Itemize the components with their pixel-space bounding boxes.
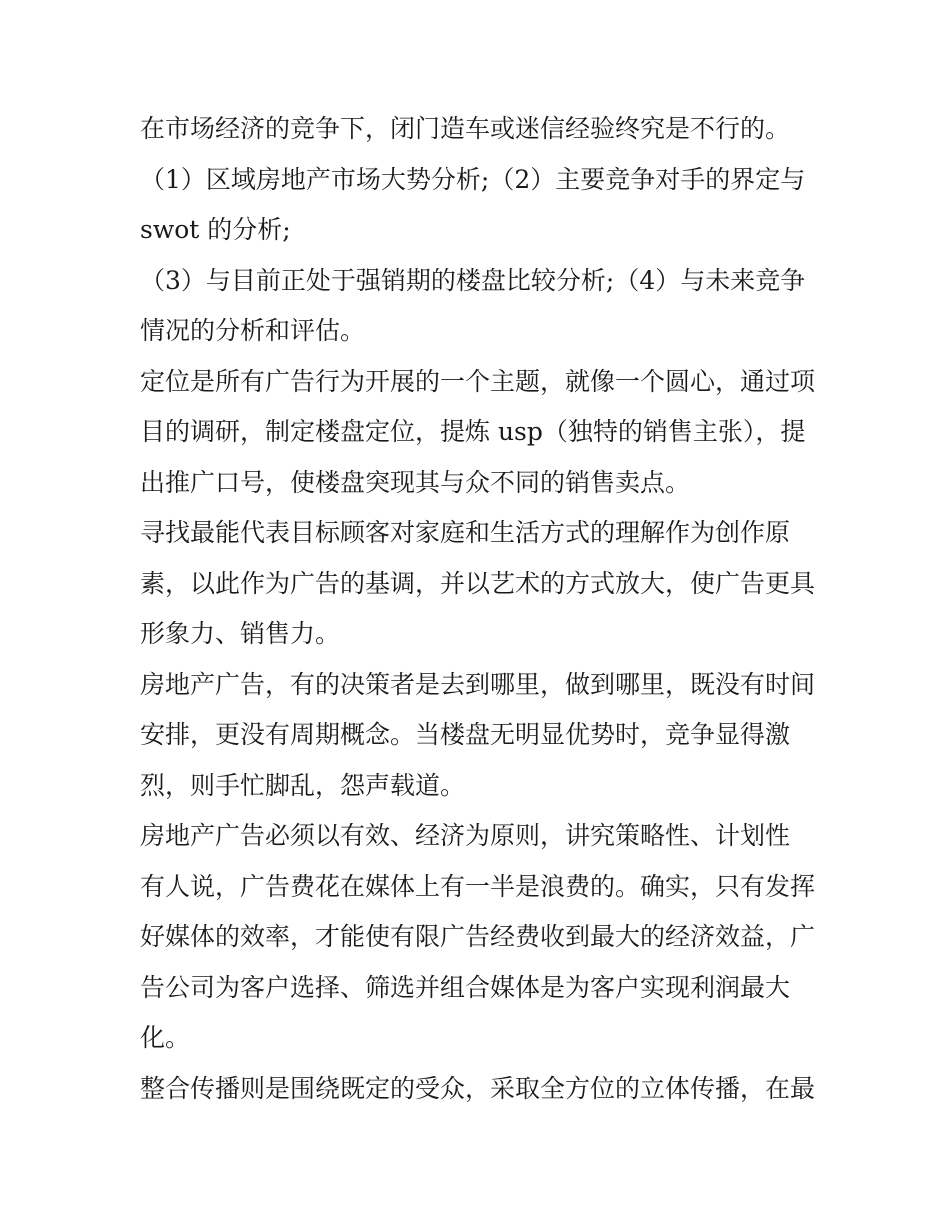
text-line: 化。 <box>140 1023 191 1052</box>
text-line: 形象力、销售力。 <box>140 619 341 648</box>
text-line: 好媒体的效率，才能使有限广告经费收到最大的经济效益，广 <box>140 922 816 951</box>
text-line: 安排，更没有周期概念。当楼盘无明显优势时，竞争显得激 <box>140 720 791 749</box>
text-line: 房地产广告必须以有效、经济为原则，讲究策略性、计划性 <box>140 821 791 850</box>
text-line: （1）区域房地产市场大势分析;（2）主要竞争对手的界定与 <box>140 164 806 194</box>
text-line: 整合传播则是围绕既定的受众，采取全方位的立体传播，在最 <box>140 1073 816 1103</box>
text-line: 情况的分析和评估。 <box>140 316 366 345</box>
document-body <box>140 104 820 1114</box>
text-line: 素，以此作为广告的基调，并以艺术的方式放大，使广告更具 <box>140 568 816 598</box>
text-line: 目的调研，制定楼盘定位，提炼 usp（独特的销售主张），提 <box>140 417 806 446</box>
text-line: 寻找最能代表目标顾客对家庭和生活方式的理解作为创作原 <box>140 518 791 547</box>
text-line: 烈，则手忙脚乱，怨声载道。 <box>140 770 466 800</box>
text-line: 定位是所有广告行为开展的一个主题，就像一个圆心，通过项 <box>140 366 816 396</box>
text-line: （3）与目前正处于强销期的楼盘比较分析;（4）与未来竞争 <box>140 265 806 295</box>
text-line: 有人说，广告费花在媒体上有一半是浪费的。确实，只有发挥 <box>140 871 816 901</box>
text-line: 出推广口号，使楼盘突现其与众不同的销售卖点。 <box>140 467 691 497</box>
text-line: 在市场经济的竞争下，闭门造车或迷信经验终究是不行的。 <box>140 114 791 143</box>
text-line: 房地产广告，有的决策者是去到哪里，做到哪里，既没有时间 <box>140 669 816 699</box>
text-line: swot 的分析; <box>140 215 291 244</box>
text-line: 告公司为客户选择、筛选并组合媒体是为客户实现利润最大 <box>140 972 791 1002</box>
